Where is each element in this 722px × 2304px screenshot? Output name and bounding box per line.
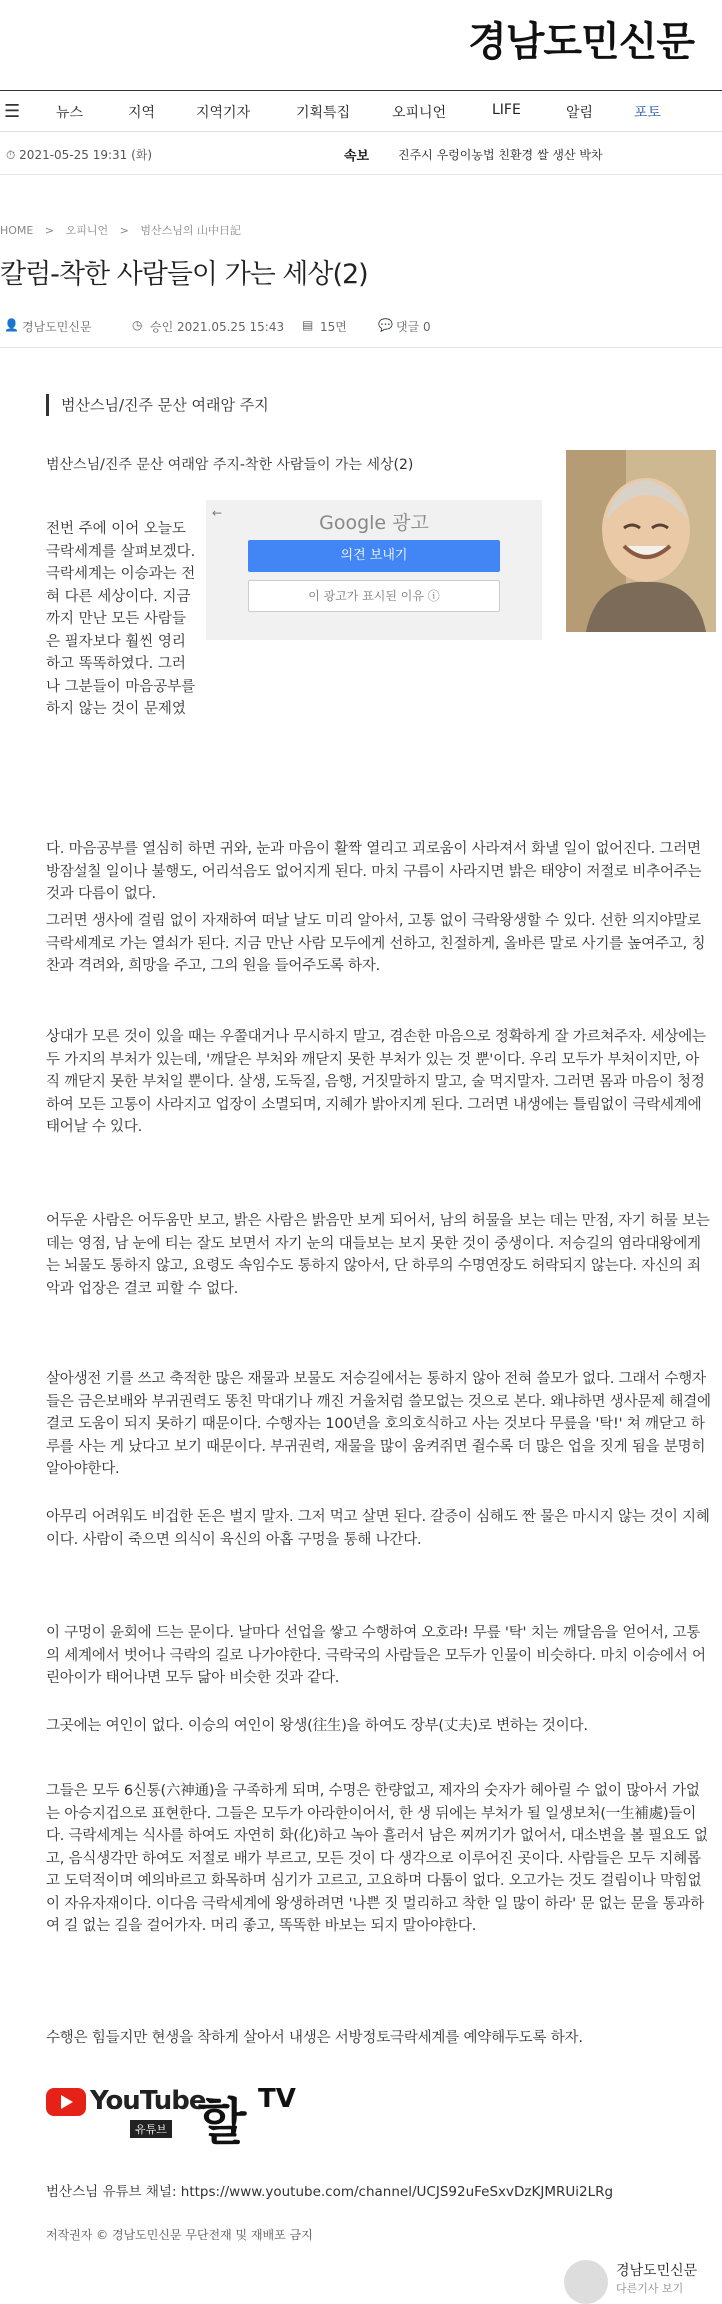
why-this-ad-button[interactable]: 이 광고가 표시된 이유 ⓘ (248, 580, 500, 612)
page-icon: ▤ (302, 318, 314, 332)
google-ad (206, 500, 542, 640)
clock-icon: ◷ (132, 318, 143, 332)
main-nav (0, 90, 722, 132)
article-paragraph: 어두운 사람은 어두움만 보고, 밝은 사람은 밝음만 보게 되어서, 남의 허물을 보는 데는 만점, 자기 허물 보는 데는 영점, 남 눈에 티는 잘도 보면서 자기 눈의 대들보는 보지 못한 것이 중생이다. 저승길의 염라대왕에게는 뇌물도 통하지 않고, 요령도 속임수도 통하지 않아서, 단 하루의 수명연장도 허락되지 않는다. 자신의 죄악과 업장은 결코 피할 수 없다. (46, 1213, 710, 1297)
article-paragraph: 살아생전 기를 쓰고 축적한 많은 재물과 보물도 저승길에서는 통하지 않아 전혀 쓸모가 없다. 그래서 수행자들은 금은보배와 부귀권력도 똥친 막대기나 깨진 거울처럼 쓸모없는 것으로 본다. 왜냐하면 생사문제 해결에 결코 도움이 되지 못하기 때문이다. 수행자는 100년을 호의호식하고 사는 것보다 무릎을 '탁!' 쳐 깨닫고 하루를 사는 게 났다고 보기 때문이다. 부귀권력, 재물을 많이 움켜쥐면 쥘수록 더 많은 업을 짓게 됨을 분명히 알아야한다. (46, 1371, 711, 1477)
back-arrow-icon[interactable]: ← (212, 506, 223, 520)
article-paragraph: 그곳에는 여인이 없다. 이승의 여인이 왕생(往生)을 하여도 장부(丈夫)로 변하는 것이다. (46, 1718, 588, 1734)
monk-portrait-image (566, 450, 716, 632)
tv-label: TV (258, 2084, 296, 2114)
nav-item-opinion[interactable]: 오피니언 (392, 105, 447, 121)
news-ticker (0, 134, 722, 175)
youtube-wordmark: YouTube (90, 2086, 206, 2116)
nav-item-special[interactable]: 기획특집 (296, 105, 351, 121)
article-paragraph: 이 구멍이 윤회에 드는 문이다. 날마다 선업을 쌓고 수행하여 오호라! 무릎 '탁' 치는 깨달음을 얻어서, 고통의 세계에서 벗어나 극락의 길로 나가야한다. 극락국의 사람들은 모두가 인물이 비슷하다. 마치 이승에서 어린아이가 태어나면 모두 닮아 비슷한 것과 같다. (46, 1625, 706, 1686)
hal-calligraphy: 할 (198, 2092, 247, 2151)
breadcrumb-column[interactable]: 범산스님의 山中日記 (140, 224, 241, 237)
site-logo[interactable]: 경남도민신문 (468, 19, 694, 65)
article-subhead: 범산스님/진주 문산 여래암 주지 (46, 394, 269, 416)
author-photo (566, 450, 716, 632)
article-paragraph: 전번 주에 이어 오늘도 극락세계를 살펴보겠다. 극락세계는 이승과는 전혀 다른 세상이다. 지금까지 만난 모든 사람들은 필자보다 훨씬 영리하고 똑똑하였다. 그러나 그분들이 마음공부를 하지 않는 것이 문제였 (46, 521, 196, 717)
article-author: 경남도민신문 (22, 320, 92, 334)
article-title: 칼럼-착한 사람들이 가는 세상(2) (0, 259, 368, 290)
article-paragraph: 상대가 모른 것이 있을 때는 우쭐대거나 무시하지 말고, 겸손한 마음으로 정확하게 잘 가르쳐주자. 세상에는 두 가지의 부처가 있는데, '깨달은 부처와 깨닫지 못한 부처가 있는 것 뿐'이다. 우리 모두가 부처이지만, 아직 깨닫지 못한 부처일 뿐이다. 살생, 도둑질, 음행, 거짓말하지 말고, 술 먹지말자. 그러면 몸과 마음이 청정하여 모든 고통이 사라지고 업장이 소멸되며, 지혜가 밝아지게 된다. 그러면 내생에는 틀림없이 극락세계에 태어날 수 있다. (46, 1029, 706, 1135)
breaking-tag: 속보 (344, 149, 370, 164)
hamburger-icon[interactable]: ☰ (4, 101, 21, 122)
comment-icon: 💬 (378, 318, 393, 332)
nav-item-notice[interactable]: 알림 (566, 105, 594, 121)
ticker-headline[interactable]: 진주시 우렁이농법 친환경 쌀 생산 박차 (398, 148, 603, 162)
avatar (564, 2260, 608, 2304)
masthead (0, 0, 722, 83)
reporter-box[interactable] (564, 2252, 722, 2304)
nav-item-news[interactable]: 뉴스 (56, 105, 84, 121)
nav-item-region[interactable]: 지역 (128, 105, 156, 121)
article-paragraph: 다. 마음공부를 열심히 하면 귀와, 눈과 마음이 활짝 열리고 괴로움이 사라져서 화낼 일이 없어진다. 그러면 방잠설칠 일이나 불행도, 어리석음도 없어지게 된다. 마치 구름이 사라지면 밝은 태양이 저절로 비추어주는 것과 다름이 없다. (46, 841, 702, 902)
article-paragraph: 수행은 힘들지만 현생을 착하게 살아서 내생은 서방정토극락세계를 예약해두도록 하자. (46, 2030, 583, 2046)
article-paragraph: 아무리 어려워도 비겁한 돈은 벌지 말자. 그저 먹고 살면 된다. 갈증이 심해도 짠 물은 마시지 않는 것이 지혜이다. 사람이 죽으면 의식이 육신의 아홉 구멍을 통해 나간다. (46, 1509, 710, 1548)
copyright-notice: 저작권자 © 경남도민신문 무단전재 및 재배포 금지 (46, 2228, 313, 2242)
article-page: 15면 (320, 320, 347, 334)
author-icon: 👤 (4, 318, 19, 332)
youtube-play-icon (46, 2088, 86, 2116)
article-approved: 승인 2021.05.25 15:43 (150, 320, 285, 334)
feedback-button[interactable]: 의견 보내기 (248, 540, 500, 572)
youtube-haltv-logo[interactable] (46, 2082, 306, 2151)
current-date: ⏱ 2021-05-25 19:31 (화) (6, 148, 153, 162)
article-paragraph: 그러면 생사에 걸림 없이 자재하여 떠날 날도 미리 알아서, 고통 없이 극락왕생할 수 있다. 선한 의지야말로 극락세계로 가는 열쇠가 된다. 지금 만난 사람 모두에게 선하고, 친절하게, 올바른 말로 사기를 높여주고, 칭찬과 격려와, 희망을 주고, 그의 원을 들어주도록 하자. (46, 913, 706, 974)
breadcrumb-separator: > (119, 224, 129, 237)
nav-item-region-reporter[interactable]: 지역기자 (196, 105, 251, 121)
youtube-channel-link[interactable]: 범산스님 유튜브 채널: https://www.youtube.com/channel/UCJS92uFeSxvDzKJMRUi2LRg (46, 2184, 614, 2200)
divider (0, 347, 722, 348)
breadcrumb-home[interactable]: HOME (0, 224, 34, 237)
nav-item-life[interactable]: LIFE (492, 102, 521, 118)
more-articles-link[interactable]: 다른기사 보기 (616, 2282, 684, 2295)
ad-brand: Google 광고 (319, 512, 429, 534)
article-lead: 범산스님/진주 문산 여래암 주지-착한 사람들이 가는 세상(2) (46, 457, 414, 473)
article-comments[interactable]: 댓글 0 (396, 320, 431, 334)
breadcrumb (0, 222, 249, 238)
reporter-name: 경남도민신문 (616, 2263, 698, 2279)
article-paragraph: 그들은 모두 6신통(六神通)을 구족하게 되며, 수명은 한량없고, 제자의 숫자가 헤아릴 수 없이 많아서 가없는 아승지겁으로 표현한다. 그들은 모두가 아라한이어서, 한 생 뒤에는 부처가 될 일생보처(一生補處)들이다. 극락세계는 식사를 하여도 자연히 화(化)하고 녹아 흘러서 남은 찌꺼기가 없어서, 대소변을 볼 필요도 없고, 음식생각만 하여도 저절로 배가 부르고, 모든 것이 다 생각으로 이루어진 곳이다. 사람들은 모두 지혜롭고 도덕적이며 예의바르고 화목하며 심기가 고르고, 고요하며 다툼이 없다. 오고가는 것도 걸림이나 막힘없이 자유자재이다. 이다음 극락세계에 왕생하려면 '나쁜 짓 멀리하고 착한 일 많이 하라' 문 없는 문을 통과하여 길 없는 길을 걸어가자. 머리 좋고, 똑똑한 바보는 되지 말아야한다. (46, 1783, 708, 1934)
nav-item-photo[interactable]: 포토 (634, 105, 662, 121)
youtube-badge: 유튜브 (130, 2120, 172, 2138)
breadcrumb-opinion[interactable]: 오피니언 (65, 224, 109, 237)
breadcrumb-separator: > (44, 224, 55, 237)
